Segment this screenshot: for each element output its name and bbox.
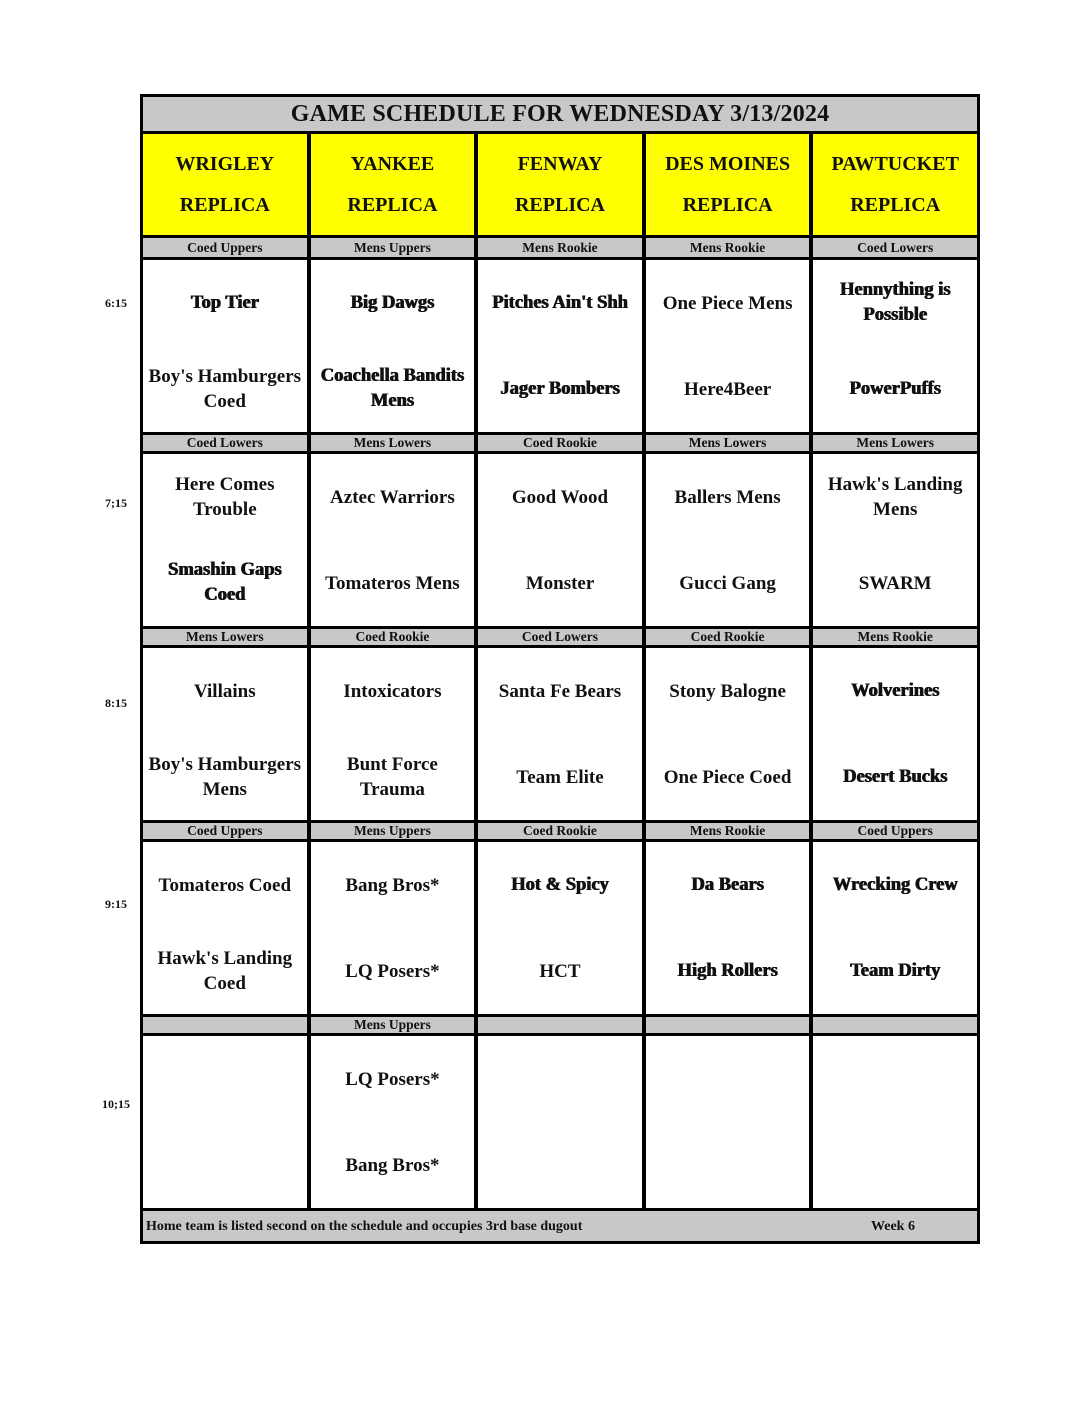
game-row [143,842,977,1014]
division-label: Coed Rookie [478,432,642,454]
division-label: Mens Uppers [311,1014,475,1036]
away-team [143,1036,307,1122]
venue-header-row [143,134,977,238]
away-team: Bang Bros* [345,874,440,896]
home-team: One Piece Coed [663,766,792,788]
division-label: Mens Uppers [311,238,475,260]
venue-subtitle: REPLICA [850,193,941,216]
division-label: Mens Rookie [646,238,810,260]
away-team: Intoxicators [343,680,442,702]
division-label [478,1014,642,1036]
division-label: Mens Lowers [311,432,475,454]
game-cell [813,454,977,626]
game-cell [813,260,977,432]
game-cell [143,1036,307,1208]
away-team: Wolverines [851,680,940,701]
game-cell [646,648,810,820]
home-team: SWARM [858,572,932,594]
home-team: Hawk's Landing Coed [157,948,293,994]
away-team: LQ Posers* [345,1068,440,1090]
division-label: Coed Rookie [646,626,810,648]
game-row [143,1036,977,1208]
away-team: Hot & Spicy [511,874,609,895]
division-label: Coed Uppers [143,238,307,260]
home-team [143,1122,307,1208]
division-label: Mens Uppers [311,820,475,842]
home-team: Bunt Force Trauma [346,754,438,800]
away-team: Santa Fe Bears [498,680,622,702]
away-team: Da Bears [691,874,764,895]
week-label: Week 6 [871,1219,915,1234]
game-cell [143,260,307,432]
home-team: Tomateros Mens [325,572,460,594]
division-row [143,1014,977,1036]
away-team: Here Comes Trouble [175,474,275,520]
division-label [813,1014,977,1036]
venue-name: WRIGLEY [175,152,275,175]
game-cell [646,260,810,432]
away-team: Top Tier [190,292,259,313]
venue-subtitle: REPLICA [347,193,438,216]
home-team: Gucci Gang [679,572,776,594]
venue-name: FENWAY [517,152,603,175]
game-cell [646,842,810,1014]
game-row [143,648,977,820]
home-team: Boy's Hamburgers Mens [148,754,302,800]
division-label: Mens Lowers [143,626,307,648]
away-team: Hennything is Possible [839,280,951,325]
division-label: Mens Lowers [813,432,977,454]
division-row [143,238,977,260]
division-label: Coed Lowers [143,432,307,454]
division-row [143,820,977,842]
time-label: 8:15 [105,696,127,710]
away-team [478,1036,642,1122]
away-team: One Piece Mens [662,292,793,314]
game-cell [311,648,475,820]
game-cell [478,260,642,432]
venue-subtitle: REPLICA [514,193,605,216]
away-team [646,1036,810,1122]
venue-fenway [478,134,642,235]
venue-wrigley [143,134,307,235]
home-team [478,1122,642,1208]
game-cell [646,1036,810,1208]
away-team: Aztec Warriors [330,486,455,508]
home-team: Team Dirty [850,960,941,981]
game-cell [813,648,977,820]
away-team: Wrecking Crew [832,874,958,895]
division-label: Mens Rookie [646,820,810,842]
game-cell [311,454,475,626]
game-cell [646,454,810,626]
home-team: Here4Beer [683,378,772,400]
home-team: Coachella Bandits Mens [320,366,465,411]
division-row [143,626,977,648]
home-team: Bang Bros* [345,1154,440,1176]
away-team: Stony Balogne [669,680,786,702]
venue-name: PAWTUCKET [831,152,959,175]
time-label: 7;15 [105,496,127,510]
home-team: Boy's Hamburgers Coed [148,366,302,412]
game-cell [813,1036,977,1208]
game-cell [143,648,307,820]
division-label [646,1014,810,1036]
home-team: Jager Bombers [500,378,620,399]
game-row [143,260,977,432]
away-team: Hawk's Landing Mens [827,474,963,520]
game-cell [478,1036,642,1208]
time-label: 10;15 [102,1097,130,1111]
schedule-footer [143,1208,977,1241]
home-team: PowerPuffs [849,378,941,399]
venue-pawtucket [813,134,977,235]
game-cell [311,260,475,432]
game-cell [143,842,307,1014]
away-team: Villains [194,680,256,702]
schedule-title: GAME SCHEDULE FOR WEDNESDAY 3/13/2024 [143,97,977,134]
game-cell [311,842,475,1014]
division-label: Coed Lowers [478,626,642,648]
division-label [143,1014,307,1036]
venue-subtitle: REPLICA [682,193,773,216]
game-cell [478,648,642,820]
home-team: Desert Bucks [843,766,948,787]
home-team: LQ Posers* [345,960,440,982]
game-cell [311,1036,475,1208]
game-cell [813,842,977,1014]
away-team: Ballers Mens [674,486,781,508]
venue-des-moines [646,134,810,235]
game-row [143,454,977,626]
division-label: Mens Rookie [813,626,977,648]
away-team: Good Wood [511,486,609,508]
schedule-table [140,94,980,1244]
division-label: Coed Rookie [478,820,642,842]
division-label: Coed Uppers [813,820,977,842]
division-label: Mens Rookie [478,238,642,260]
game-cell [143,454,307,626]
venue-yankee [311,134,475,235]
home-team: Monster [525,572,595,594]
home-team [813,1122,977,1208]
away-team: Big Dawgs [350,292,435,313]
venue-subtitle: REPLICA [179,193,270,216]
division-label: Coed Rookie [311,626,475,648]
time-label: 6:15 [105,296,127,310]
home-team: High Rollers [677,960,778,981]
division-row [143,432,977,454]
division-label: Coed Lowers [813,238,977,260]
time-label: 9:15 [105,897,127,911]
game-cell [478,454,642,626]
venue-name: DES MOINES [665,152,791,175]
division-label: Mens Lowers [646,432,810,454]
game-cell [478,842,642,1014]
away-team: Tomateros Coed [158,874,292,896]
division-label: Coed Uppers [143,820,307,842]
away-team [813,1036,977,1122]
home-team [646,1122,810,1208]
home-team: Team Elite [516,766,604,788]
venue-name: YANKEE [350,152,435,175]
home-team: HCT [539,960,581,982]
away-team: Pitches Ain't Shh [492,292,628,313]
home-team: Smashin Gaps Coed [167,560,282,605]
footer-note: Home team is listed second on the schedule and occupies 3rd base dugout [146,1219,583,1234]
